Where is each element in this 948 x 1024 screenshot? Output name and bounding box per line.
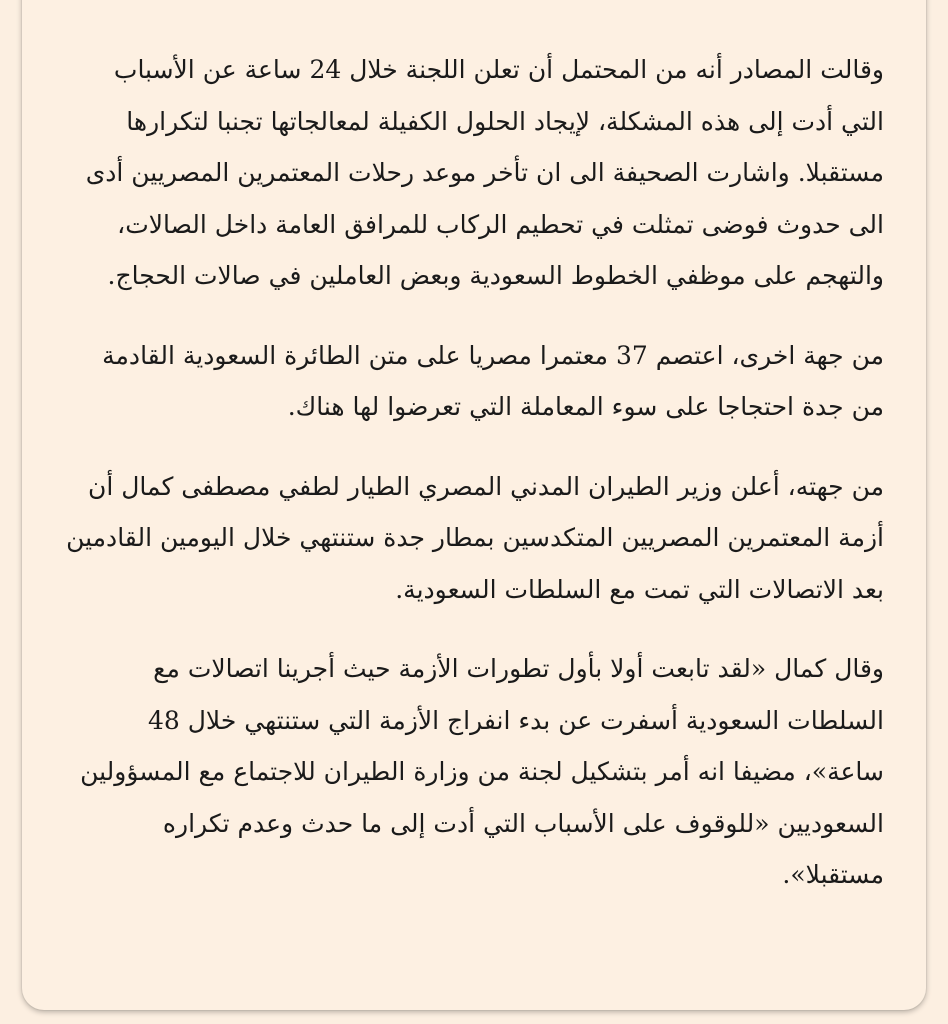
- article-body: [66, 44, 884, 929]
- article-paragraph-1: وقالت المصادر أنه من المحتمل أن تعلن اللجنة خلال 24 ساعة عن الأسباب التي أدت إلى هذه المشكلة، لإيجاد الحلول الكفيلة لمعالجاتها تجنبا لتكرارها مستقبلا. واشارت الصحيفة الى ان تأخر موعد رحلات المعتمرين المصريين أدى الى حدوث فوضى تمثلت في تحطيم الركاب للمرافق العامة داخل الصالات، والتهجم على موظفي الخطوط السعودية وبعض العاملين في صالات الحجاج.: [85, 55, 884, 290]
- article-paragraph-4: وقال كمال «لقد تابعت أولا بأول تطورات الأزمة حيث أجرينا اتصالات مع السلطات السعودية أسفرت عن بدء انفراج الأزمة التي ستنتهي خلال 48 ساعة»، مضيفا انه أمر بتشكيل لجنة من وزارة الطيران للاجتماع مع المسؤولين السعوديين «للوقوف على الأسباب التي أدت إلى ما حدث وعدم تكراره مستقبلا».: [80, 654, 884, 889]
- article-paragraph-3: من جهته، أعلن وزير الطيران المدني المصري الطيار لطفي مصطفى كمال أن أزمة المعتمرين المصريين المتكدسين بمطار جدة ستنتهي خلال اليومين القادمين بعد الاتصالات التي تمت مع السلطات السعودية.: [66, 471, 884, 604]
- article-card: [22, 0, 926, 1010]
- article-paragraph-2: من جهة اخرى، اعتصم 37 معتمرا مصريا على متن الطائرة السعودية القادمة من جدة احتجاجا على سوء المعاملة التي تعرضوا لها هناك.: [102, 340, 884, 421]
